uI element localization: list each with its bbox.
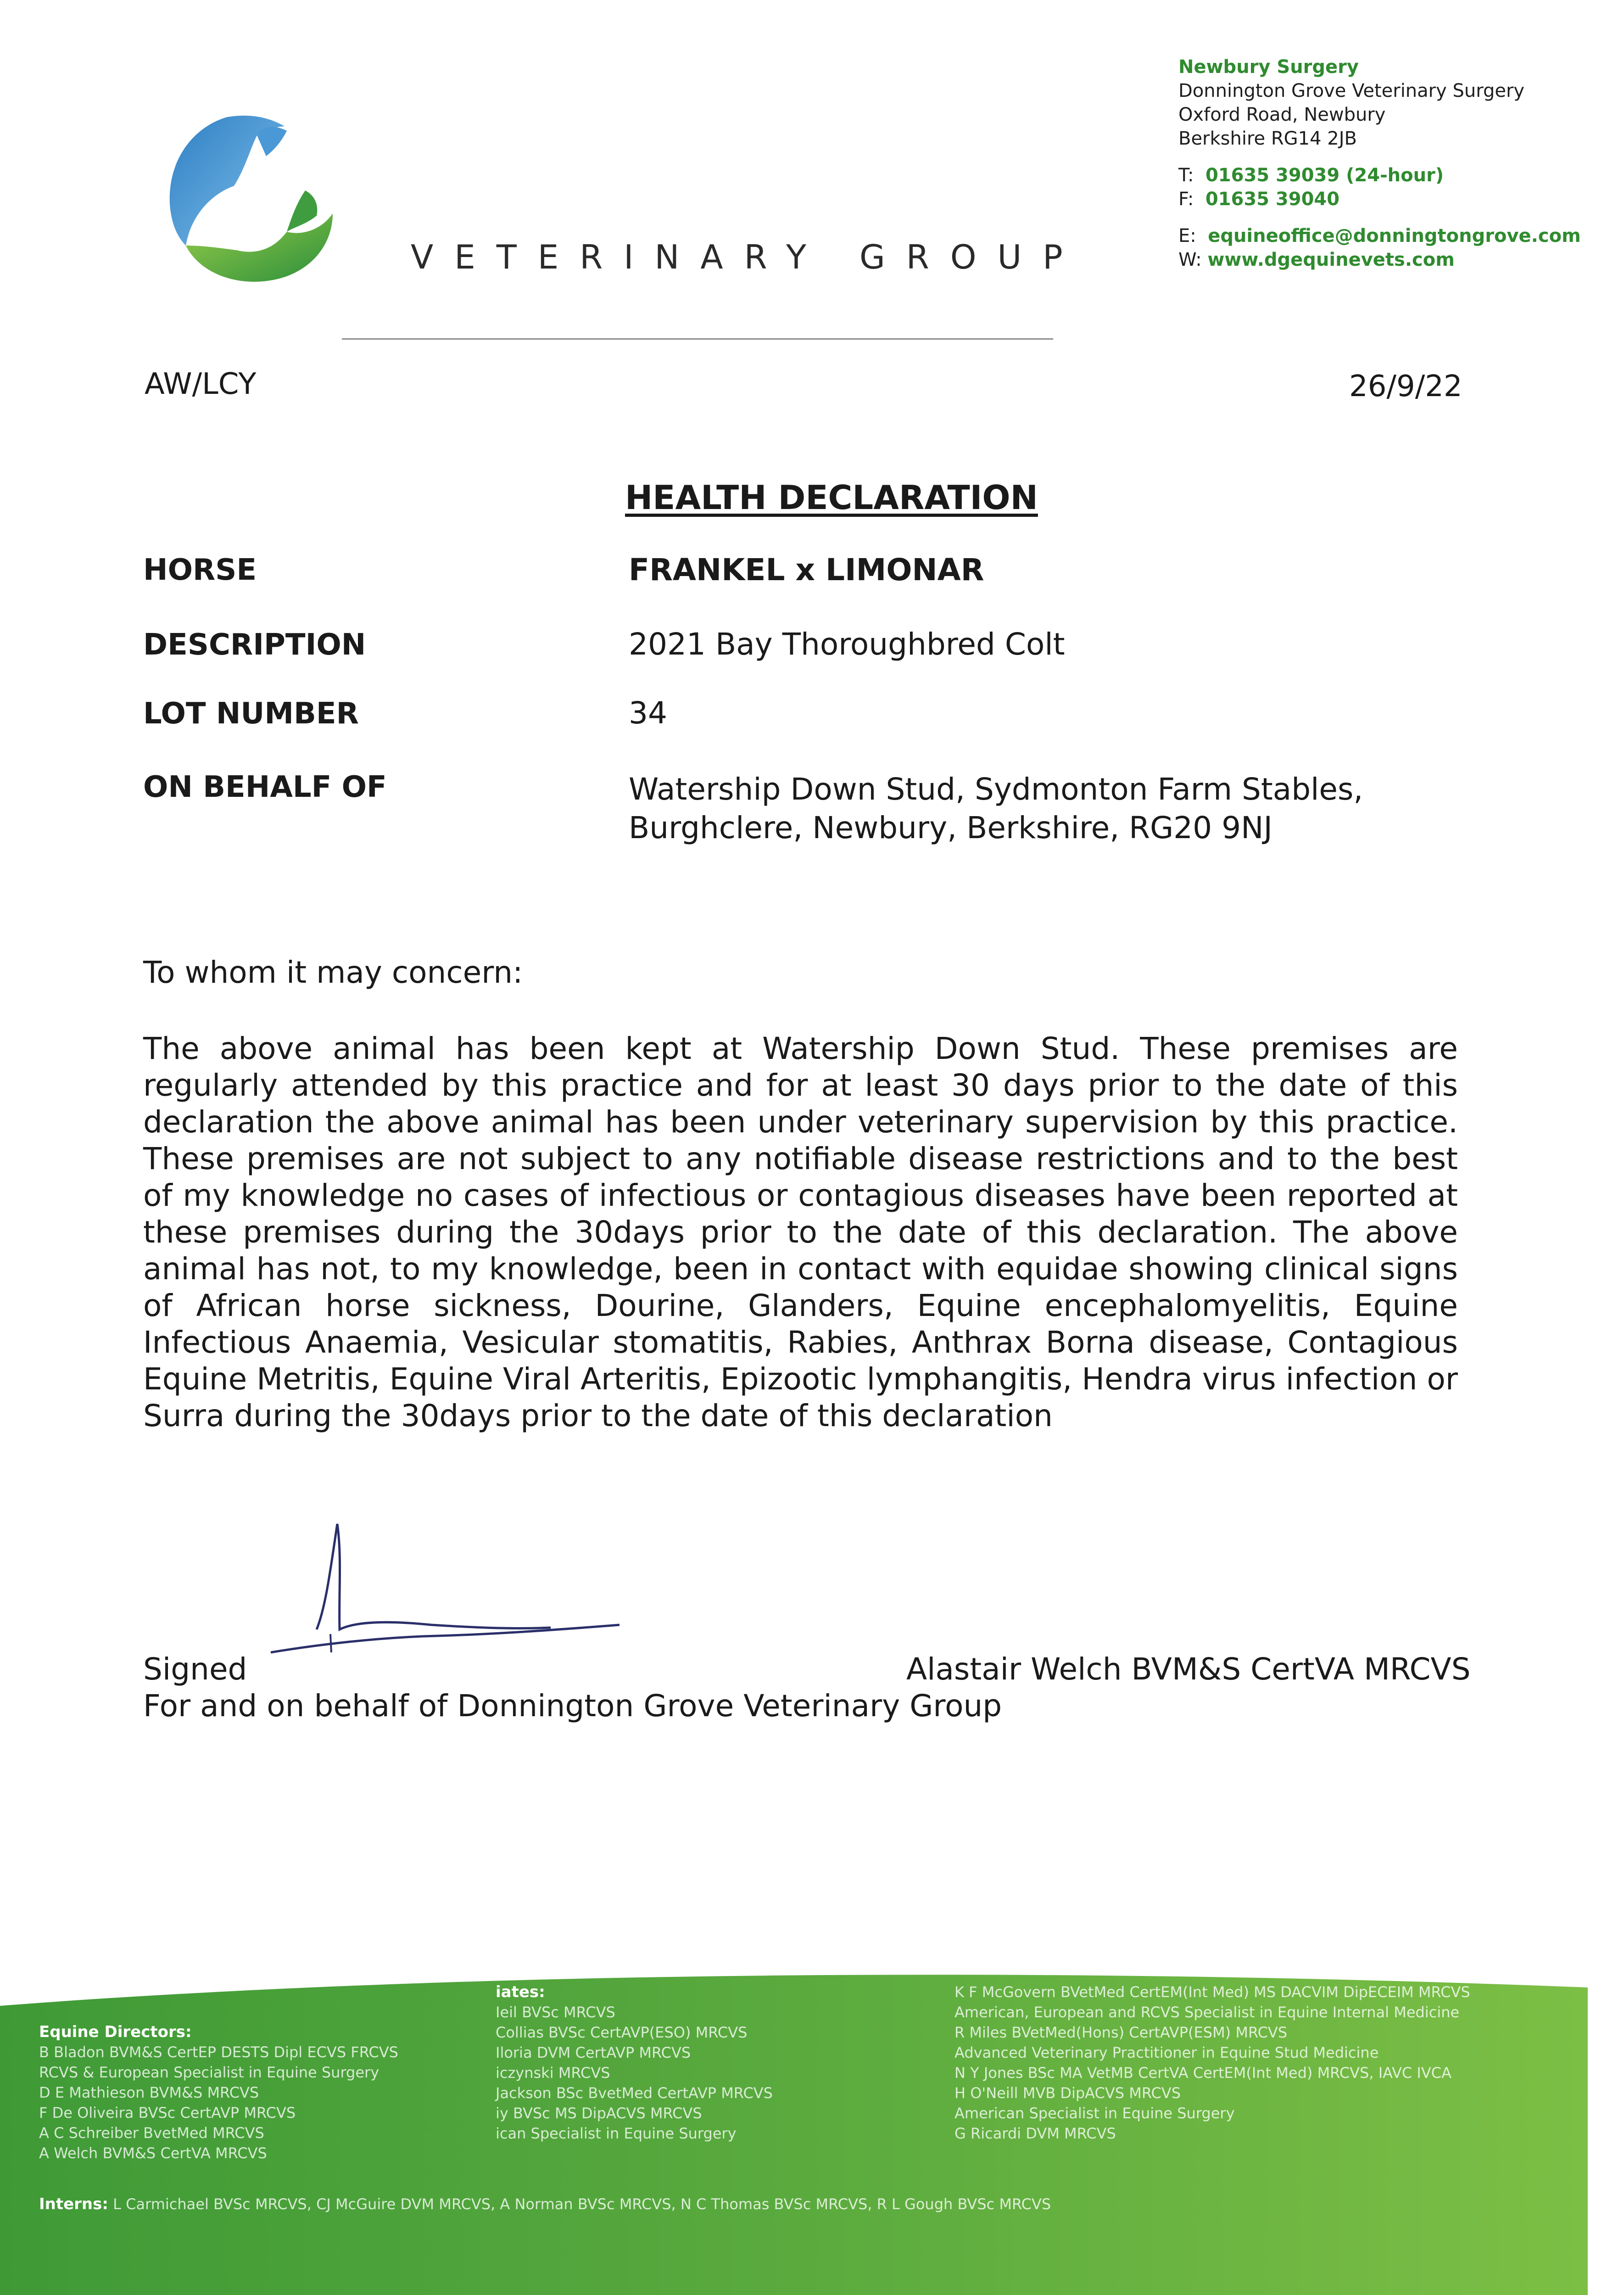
specialist-line: American, European and RCVS Specialist in Equine Internal Medicine (954, 2004, 1460, 2021)
associate-line: Collias BVSc CertAVP(ESO) MRCVS (496, 2024, 748, 2041)
brand-word-group: GROUP (859, 238, 1084, 276)
telephone-row (1178, 163, 1581, 187)
telephone-prefix: T: (1178, 165, 1194, 186)
signed-label: Signed (143, 1651, 247, 1687)
director-line: RCVS & European Specialist in Equine Surgery (39, 2064, 379, 2081)
associate-line: Jackson BSc BvetMed CertAVP MRCVS (496, 2084, 773, 2102)
signer-behalf: For and on behalf of Donnington Grove Veterinary Group (143, 1688, 1002, 1724)
fax-number: 01635 39040 (1205, 189, 1340, 210)
email-address: equineoffice@donningtongrove.com (1208, 225, 1581, 246)
associate-line: Iloria DVM CertAVP MRCVS (496, 2044, 691, 2061)
surgery-name: Newbury Surgery (1178, 56, 1359, 78)
specialist-line: H O'Neill MVB DipACVS MRCVS (954, 2084, 1181, 2102)
director-line: B Bladon BVM&S CertEP DESTS Dipl ECVS FRCVS (39, 2043, 398, 2061)
practice-address (1178, 55, 1581, 272)
associate-line: ican Specialist in Equine Surgery (496, 2125, 737, 2142)
address-line-1: Donnington Grove Veterinary Surgery (1178, 80, 1525, 101)
on-behalf-of-line-1: Watership Down Stud, Sydmonton Farm Stables, (629, 772, 1363, 807)
document-title: HEALTH DECLARATION (625, 478, 1038, 517)
description-label: DESCRIPTION (143, 628, 366, 662)
brand-wordmark (411, 238, 1084, 276)
letter-date: 26/9/22 (1349, 369, 1462, 403)
signer-name: Alastair Welch BVM&S CertVA MRCVS (906, 1651, 1471, 1687)
director-line: A Welch BVM&S CertVA MRCVS (39, 2144, 267, 2162)
description-value: 2021 Bay Thoroughbred Colt (629, 627, 1065, 662)
horse-value: FRANKEL x LIMONAR (629, 552, 984, 588)
director-line: F De Oliveira BVSc CertAVP MRCVS (39, 2104, 296, 2121)
interns-heading: Interns: (39, 2195, 108, 2213)
specialist-line: K F McGovern BVetMed CertEM(Int Med) MS DACVIM DipECEIM MRCVS (954, 1983, 1470, 2001)
handwritten-signature (257, 1515, 633, 1689)
associate-line: Ieil BVSc MRCVS (496, 2004, 615, 2021)
veterinary-group-logo (158, 99, 337, 291)
greeting: To whom it may concern: (143, 955, 523, 990)
footer-interns (39, 2194, 1051, 2214)
lot-number-value: 34 (629, 695, 667, 731)
specialist-line: G Ricardi DVM MRCVS (954, 2125, 1116, 2142)
horse-label: HORSE (143, 553, 257, 587)
specialist-line: R Miles BVetMed(Hons) CertAVP(ESM) MRCVS (954, 2024, 1288, 2041)
interns-list: L Carmichael BVSc MRCVS, CJ McGuire DVM MRCVS, A Norman BVSc MRCVS, N C Thomas BVSc MRCVS, R L Gough BVSc MRCVS (113, 2195, 1051, 2213)
email-row (1178, 224, 1581, 248)
fax-row (1178, 187, 1581, 211)
web-row (1178, 248, 1581, 272)
on-behalf-of-value (629, 770, 1363, 847)
directors-heading: Equine Directors: (39, 2023, 192, 2041)
telephone-number: 01635 39039 (24-hour) (1205, 165, 1444, 186)
lot-number-label: LOT NUMBER (143, 697, 359, 731)
associates-heading: iates: (496, 1983, 545, 2001)
specialist-line: Advanced Veterinary Practitioner in Equine Stud Medicine (954, 2044, 1379, 2061)
declaration-paragraph: The above animal has been kept at Watership Down Stud. These premises are regularly attended by this practice and for at least 30 days prior to the date of this declaration the above animal has been under veterinary supervision by this practice. These premises are not subject to any notifiable disease restrictions and to the best of my knowledge no cases of infectious or contagious diseases have been reported at these premises during the 30days prior to the date of this declaration. The above animal has not, to my knowledge, been in contact with equidae showing clinical signs of African horse sickness, Dourine, Glanders, Equine encephalomyelitis, Equine Infectious Anaemia, Vesicular stomatitis, Rabies, Anthrax Borna disease, Contagious Equine Metritis, Equine Viral Arteritis, Epizootic lymphangitis, Hendra virus infection or Surra during the 30days prior to the date of this declaration (143, 1031, 1458, 1433)
associate-line: iy BVSc MS DipACVS MRCVS (496, 2105, 702, 2122)
fax-prefix: F: (1178, 189, 1194, 210)
footer-directors (39, 2022, 398, 2163)
on-behalf-of-line-2: Burghclere, Newbury, Berkshire, RG20 9NJ (629, 810, 1272, 845)
web-prefix: W: (1178, 249, 1202, 270)
director-line: A C Schreiber BvetMed MRCVS (39, 2124, 264, 2142)
web-address: www.dgequinevets.com (1207, 249, 1455, 270)
address-line-3: Berkshire RG14 2JB (1178, 128, 1357, 149)
header-divider (342, 338, 1053, 340)
letter-reference: AW/LCY (145, 367, 257, 401)
brand-word-veterinary: VETERINARY (411, 238, 827, 276)
specialist-line: American Specialist in Equine Surgery (954, 2105, 1235, 2122)
on-behalf-of-label: ON BEHALF OF (143, 770, 387, 804)
director-line: D E Mathieson BVM&S MRCVS (39, 2084, 259, 2101)
email-prefix: E: (1178, 225, 1196, 246)
specialist-line: N Y Jones BSc MA VetMB CertVA CertEM(Int Med) MRCVS, IAVC IVCA (954, 2064, 1451, 2082)
address-line-2: Oxford Road, Newbury (1178, 104, 1386, 125)
associate-line: iczynski MRCVS (496, 2064, 610, 2082)
footer-specialists (954, 1982, 1470, 2144)
footer-associates (496, 1982, 773, 2144)
